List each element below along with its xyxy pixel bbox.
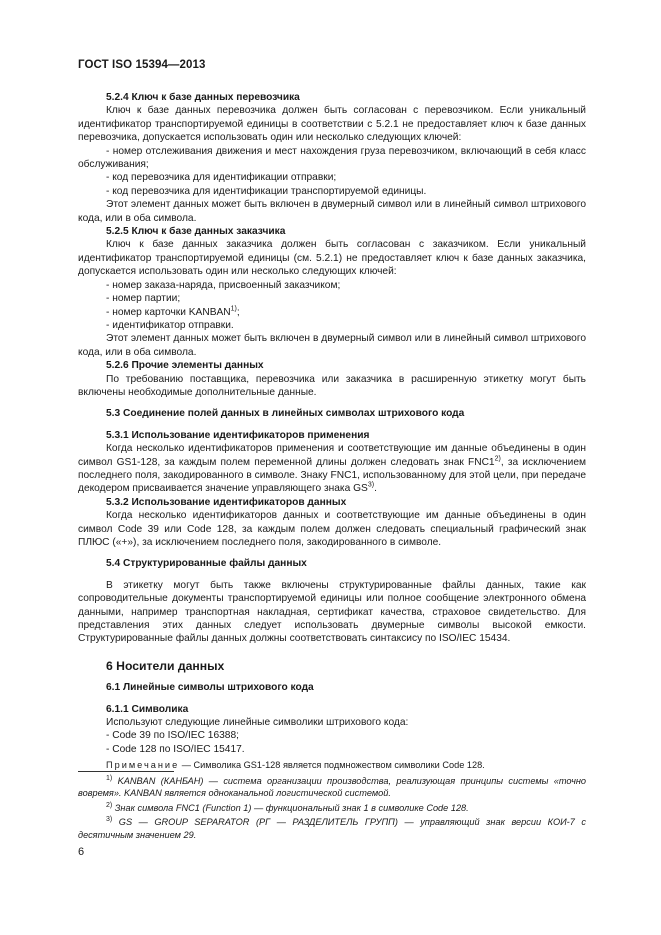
list-item: - код перевозчика для идентификации отправки; [106,172,337,184]
list-item: - код перевозчика для идентификации транспортируемой единицы. [106,185,427,197]
note-label: Примечание [106,760,180,771]
paragraph-part: Когда несколько идентификаторов применения и соответствующие им данные объединены в один символ GS1-128, за каждым полем переменной длины должен следовать знак FNC1 [78,443,586,468]
note-text: — Символика GS1-128 является подмножеством символики Code 128. [179,760,485,771]
list-item-text: - номер карточки KANBAN [106,306,231,318]
footnote-text: KANBAN (КАНБАН) — система организации производства, реализующая принципы системы «точно вовремя». KANBAN является одноканальной логистической системой. [78,776,586,799]
paragraph: Этот элемент данных может быть включен в двумерный символ или в линейный символ штрихового кода, или в оба символа. [78,199,586,224]
list-item: - Code 39 по ISO/IEC 16388; [106,730,239,742]
paragraph: Этот элемент данных может быть включен в двумерный символ или в линейный символ штрихового кода, или в оба символа. [78,333,586,358]
paragraph-part: . [374,483,377,495]
section-5-4-heading: 5.4 Структурированные файлы данных [106,558,307,570]
footnote-text: Знак символа FNC1 (Function 1) — функциональный знак 1 в символике Code 128. [114,802,469,813]
footnote-divider [78,771,174,772]
footnote-ref: 1) [230,305,237,313]
footnote [78,775,586,800]
paragraph: Ключ к базе данных заказчика должен быть согласован с заказчиком. Если уникальный идентификатор транспортируемой единицы (см. 5.2.1) не предоставляет ключ к базе данных заказчика, допускается использовать один или несколько следующих ключей: [78,239,586,278]
footnote-ref: 3) [367,481,375,489]
footnote-mark: 1) [106,774,113,782]
list-item: - номер заказа-наряда, присвоенный заказчиком; [106,279,341,291]
footnote [78,816,586,841]
section-5-2-5-heading: 5.2.5 Ключ к базе данных заказчика [106,226,286,238]
paragraph-part: , за исключением последнего поля, закодированного в символе. Знаку FNC1, использованному для этой цели, при передаче декодером присваивается значение управляющего знака GS [78,456,586,495]
list-item: - номер отслеживания движения и мест нахождения груза перевозчиком, включающий в себя класс обслуживания; [78,145,586,171]
paragraph: Когда несколько идентификаторов данных и соответствующие им данные объединены в один символ Code 39 или Code 128, за каждым полем должен следовать специальный графический знак ПЛЮС («+»), за исключением последнего поля, закодированного в символе. [78,510,586,548]
section-5-3-2-heading: 5.3.2 Использование идентификаторов данных [106,496,347,508]
section-6-heading: 6 Носители данных [106,658,225,673]
section-5-3-1-heading: 5.3.1 Использование идентификаторов применения [106,429,370,441]
paragraph: Ключ к базе данных перевозчика должен быть согласован с перевозчиком. Если уникальный идентификатор транспортируемой единицы в соответствии с 5.2.1 не предоставляет ключ к базе данных перевозчика, допускается использовать один или несколько следующих ключей: [78,105,586,144]
footnote-text: GS — GROUP SEPARATOR (РГ — РАЗДЕЛИТЕЛЬ ГРУПП) — управляющий знак версии КОИ-7 с десятичным значением 29. [78,817,586,840]
section-6-1-heading: 6.1 Линейные символы штрихового кода [106,682,314,694]
standard-header: ГОСТ ISO 15394—2013 [78,59,206,71]
paragraph: В этикетку могут быть также включены структурированные файлы данных, такие как сопроводительные документы транспортируемой единицы или полное сообщение электронного обмена данными, например транспортная накладная, сертификат качества, страховое свидетельство. Для представления этих данных следует использовать двумерные символы высокой емкости. Структурированные файлы данных должны соответствовать синтаксису по ISO/IEC 15434. [78,579,586,645]
footnote-ref: 2) [494,455,501,463]
list-item-tail: ; [236,306,240,318]
paragraph: По требованию поставщика, перевозчика или заказчика в расширенную этикетку могут быть включены необходимые дополнительные данные. [78,373,586,398]
page-body [78,91,586,773]
list-item: - идентификатор отправки. [106,319,234,331]
paragraph [78,442,586,496]
footnote-mark: 3) [106,816,113,824]
list-item [78,306,586,319]
footnotes [78,775,586,843]
page-number: 6 [78,846,85,858]
footnote [78,802,586,814]
section-5-3-heading: 5.3 Соединение полей данных в линейных символах штрихового кода [106,408,465,420]
section-5-2-6-heading: 5.2.6 Прочие элементы данных [106,360,264,372]
list-item: - Code 128 по ISO/IEC 15417. [106,743,245,755]
footnote-mark: 2) [106,801,113,809]
paragraph: Используют следующие линейные символики штрихового кода: [106,717,409,729]
section-5-2-4-heading: 5.2.4 Ключ к базе данных перевозчика [106,92,300,103]
list-item: - номер партии; [106,293,181,305]
section-6-1-1-heading: 6.1.1 Символика [106,703,189,715]
